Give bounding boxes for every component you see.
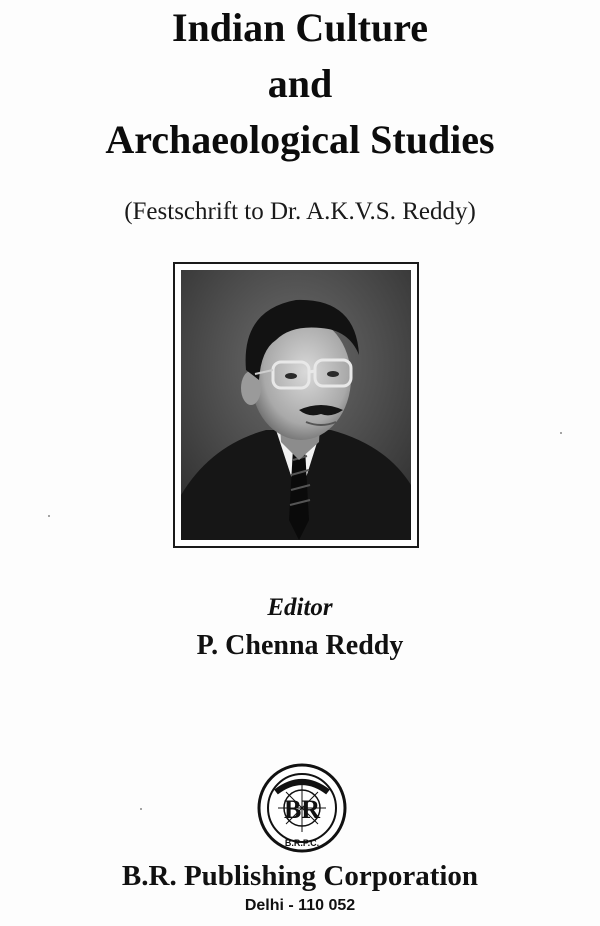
portrait-photo: [181, 270, 411, 540]
title-line-1: Indian Culture: [171, 5, 428, 50]
subtitle: (Festschrift to Dr. A.K.V.S. Reddy): [124, 198, 476, 225]
scan-speck: [48, 515, 50, 517]
publisher-name: B.R. Publishing Corporation: [121, 860, 479, 892]
publisher-place: Delhi - 110 052: [244, 897, 356, 914]
logo-ring-text: B.R.P.C.: [284, 838, 320, 848]
scan-speck: [140, 808, 142, 810]
editor-label: Editor: [267, 594, 333, 621]
publisher-seal-icon: [256, 762, 348, 854]
logo-monogram: BR: [283, 795, 321, 824]
portrait-frame: [173, 262, 419, 548]
editor-name: P. Chenna Reddy: [196, 630, 404, 661]
title-line-2: and: [267, 61, 333, 106]
title-line-3: Archaeological Studies: [105, 117, 495, 162]
scan-speck: [560, 432, 562, 434]
